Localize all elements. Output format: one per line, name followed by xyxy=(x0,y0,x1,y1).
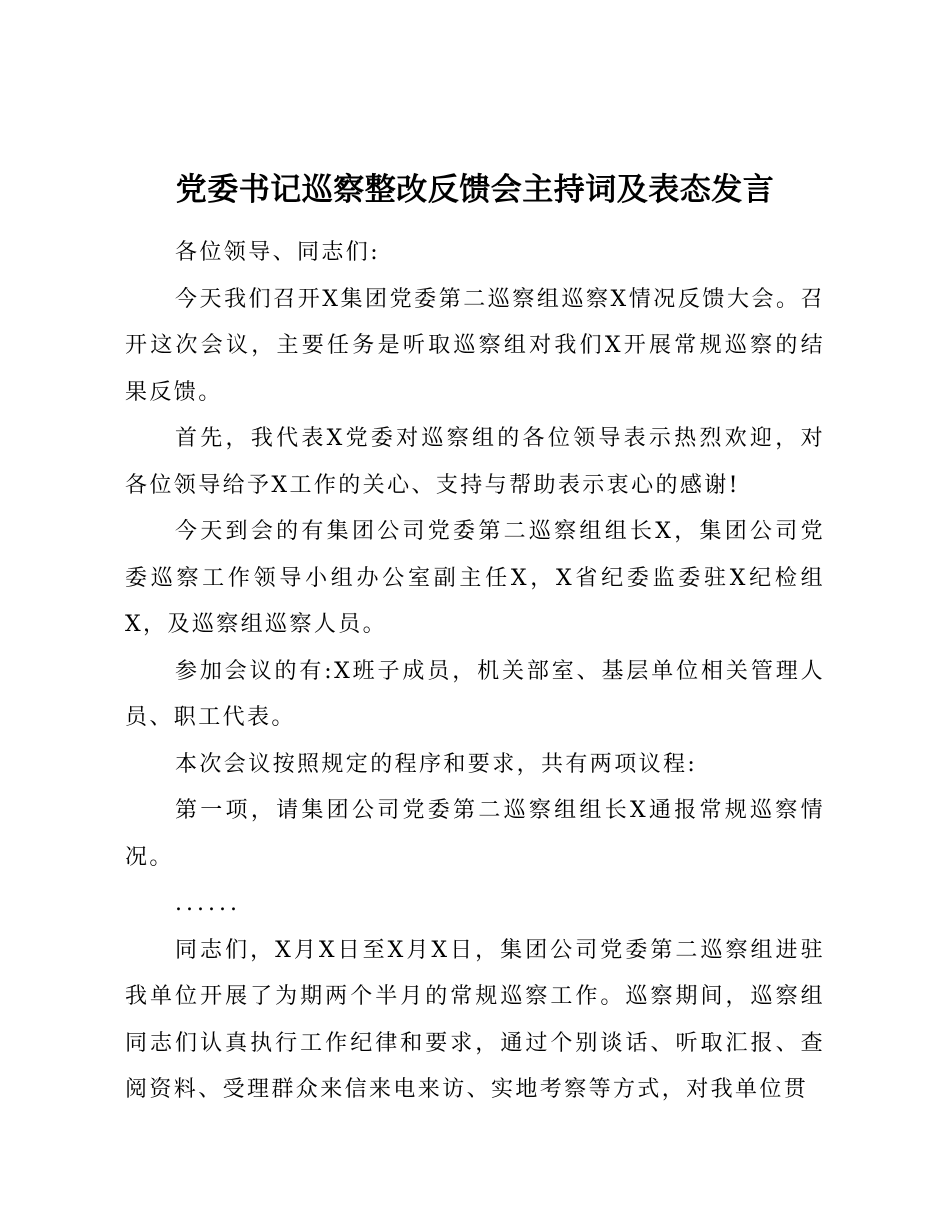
paragraph-greeting: 各位领导、同志们: xyxy=(175,240,381,265)
document-body xyxy=(125,230,825,1114)
paragraph-meeting-purpose: 今天我们召开X集团党委第二巡察组巡察X情况反馈大会。召开这次会议，主要任务是听取巡察组对我们X开展常规巡察的结果反馈。 xyxy=(125,286,825,405)
paragraph-inspection-summary: 同志们，X月X日至X月X日，集团公司党委第二巡察组进驻我单位开展了为期两个半月的常规巡察工作。巡察期间，巡察组同志们认真执行工作纪律和要求，通过个别谈话、听取汇报、查阅资料、受理群众来信来电来访、实地考察等方式，对我单位贯 xyxy=(125,937,825,1102)
paragraph-welcome: 首先，我代表X党委对巡察组的各位领导表示热烈欢迎，对各位领导给予X工作的关心、支持与帮助表示衷心的感谢! xyxy=(125,426,825,498)
paragraph-attendees-guests: 今天到会的有集团公司党委第二巡察组组长X，集团公司党委巡察工作领导小组办公室副主任X，X省纪委监委驻X纪检组X，及巡察组巡察人员。 xyxy=(125,519,825,637)
document-title: 党委书记巡察整改反馈会主持词及表态发言 xyxy=(175,172,775,208)
paragraph-attendees-internal: 参加会议的有:X班子成员，机关部室、基层单位相关管理人员、职工代表。 xyxy=(125,658,825,730)
paragraph-ellipsis: ...... xyxy=(175,891,241,916)
paragraph-agenda-item-1: 第一项，请集团公司党委第二巡察组组长X通报常规巡察情况。 xyxy=(125,798,825,870)
paragraph-agenda-intro: 本次会议按照规定的程序和要求，共有两项议程: xyxy=(175,751,698,777)
